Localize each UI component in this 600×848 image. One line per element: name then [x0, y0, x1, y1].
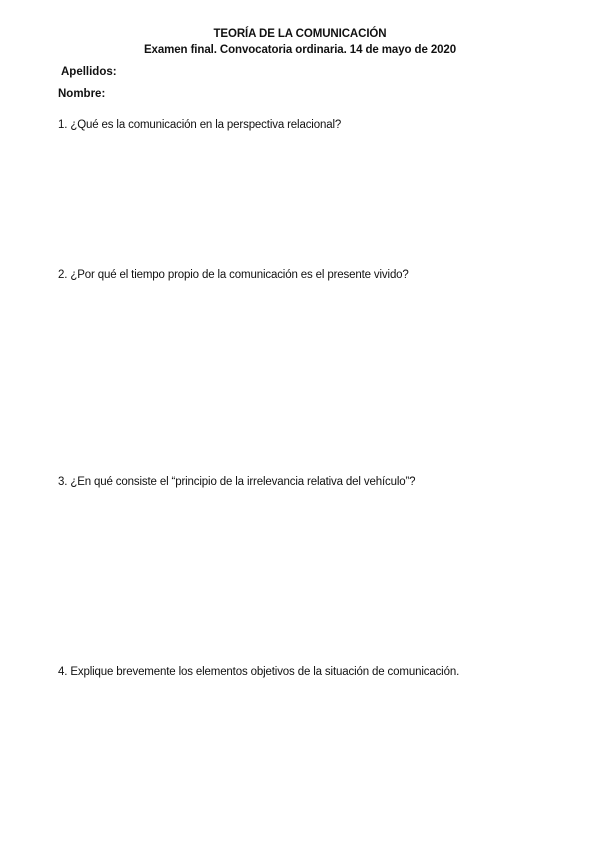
exam-title: TEORÍA DE LA COMUNICACIÓN [213, 28, 387, 40]
question-4: 4. Explique brevemente los elementos objetivos de la situación de comunicación. [58, 666, 460, 678]
apellidos-label: Apellidos: [61, 66, 117, 78]
question-1: 1. ¿Qué es la comunicación en la perspectiva relacional? [58, 119, 342, 131]
nombre-label: Nombre: [58, 88, 106, 100]
question-3: 3. ¿En qué consiste el “principio de la irrelevancia relativa del vehículo”? [58, 476, 416, 488]
question-2: 2. ¿Por qué el tiempo propio de la comunicación es el presente vivido? [58, 269, 409, 281]
exam-subtitle: Examen final. Convocatoria ordinaria. 14 de mayo de 2020 [143, 44, 457, 56]
